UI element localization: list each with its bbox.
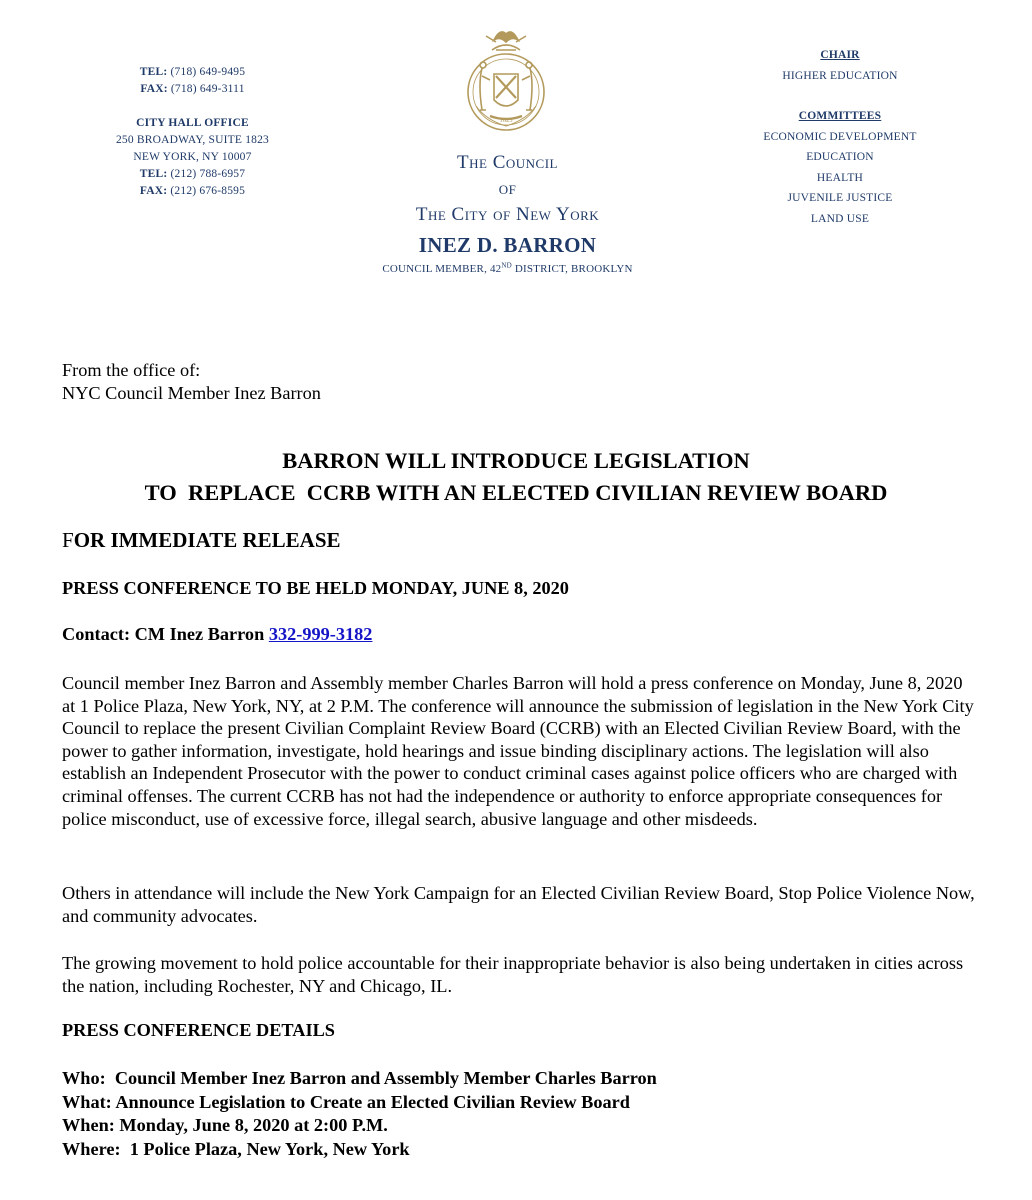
from-line-2: NYC Council Member Inez Barron (62, 382, 321, 403)
contact-phone-link[interactable]: 332-999-3182 (268, 624, 373, 644)
contact-line: Contact: CM Inez Barron 332-999-3182 (62, 624, 373, 644)
details-when: When: Monday, June 8, 2020 at 2:00 P.M. (62, 1115, 388, 1135)
details-who: Who: Council Member Inez Barron and Assembly Member Charles Barron (62, 1068, 657, 1088)
member-district: COUNCIL MEMBER, 42ND DISTRICT, BROOKLYN (382, 261, 633, 275)
member-name: INEZ D. BARRON (418, 233, 597, 257)
district-tel: TEL: (718) 649-9495 (139, 66, 246, 78)
council-title-block (340, 150, 675, 277)
city-tel: TEL: (212) 788-6957 (139, 168, 246, 180)
headline-line-1: BARRON WILL INTRODUCE LEGISLATION (282, 448, 750, 473)
committees-heading: COMMITTEES (798, 110, 882, 122)
details-heading: PRESS CONFERENCE DETAILS (62, 1020, 335, 1040)
details-what: What: Announce Legislation to Create an Elected Civilian Review Board (62, 1091, 630, 1112)
council-line-3: The City of New York (415, 204, 600, 225)
address-line-1: 250 BROADWAY, SUITE 1823 (115, 134, 270, 146)
council-line-2: of (498, 178, 517, 199)
committee-item: JUVENILE JUSTICE (787, 192, 893, 204)
release-line: FOR IMMEDIATE RELEASE (62, 528, 341, 552)
committee-item: HEALTH (816, 171, 864, 184)
paragraph-movement: The growing movement to hold police accountable for their inappropriate behavior is also being undertaken in cities across the nation, including Rochester, NY and Chicago, IL. (62, 953, 964, 996)
chair-heading: CHAIR (820, 49, 860, 61)
headline-line-2: TO REPLACE CCRB WITH AN ELECTED CIVILIAN REVIEW BOARD (144, 480, 888, 505)
address-line-2: NEW YORK, NY 10007 (133, 151, 252, 163)
conference-date-line: PRESS CONFERENCE TO BE HELD MONDAY, JUNE 8, 2020 (62, 578, 569, 598)
letterhead-contact-block (100, 64, 285, 200)
from-block (62, 359, 977, 404)
seal-year: 1625 (499, 117, 513, 124)
committees-block (745, 45, 935, 229)
paragraph-announcement: Council member Inez Barron and Assembly member Charles Barron will hold a press conference on Monday, June 8, 2020 at 1 Police Plaza, New York, NY, at 2 P.M. The conference will announce the submission of legislation in the New York City Council to replace the present Civilian Complaint Review Board (CCRB) with an Elected Civilian Review Board, with the power to gather information, investigate, hold hearings and issue binding disciplinary actions. The legislation will also establish an Independent Prosecutor with the power to conduct criminal cases against police officers who are charged with criminal offenses. The current CCRB has not had the independence or authority to enforce appropriate consequences for police misconduct, use of excessive force, illegal search, abusive language and other misdeeds. (62, 673, 974, 829)
council-line-1: The Council (457, 152, 558, 173)
committee-item: ECONOMIC DEVELOPMENT (763, 130, 917, 143)
city-seal-icon (456, 20, 556, 138)
headline (40, 445, 992, 509)
details-list (62, 1067, 657, 1161)
city-fax: FAX: (212) 676-8595 (139, 185, 246, 197)
district-fax: FAX: (718) 649-3111 (140, 83, 245, 95)
chair-item: HIGHER EDUCATION (782, 69, 898, 82)
committee-item: EDUCATION (806, 151, 874, 163)
paragraph-attendance: Others in attendance will include the New York Campaign for an Elected Civilian Review Board, Stop Police Violence Now, and community advocates. (62, 883, 975, 926)
city-hall-office-title: CITY HALL OFFICE (136, 117, 249, 129)
details-where: Where: 1 Police Plaza, New York, New York (62, 1138, 410, 1159)
committee-item: LAND USE (810, 212, 870, 225)
from-line-1: From the office of: (62, 360, 201, 380)
